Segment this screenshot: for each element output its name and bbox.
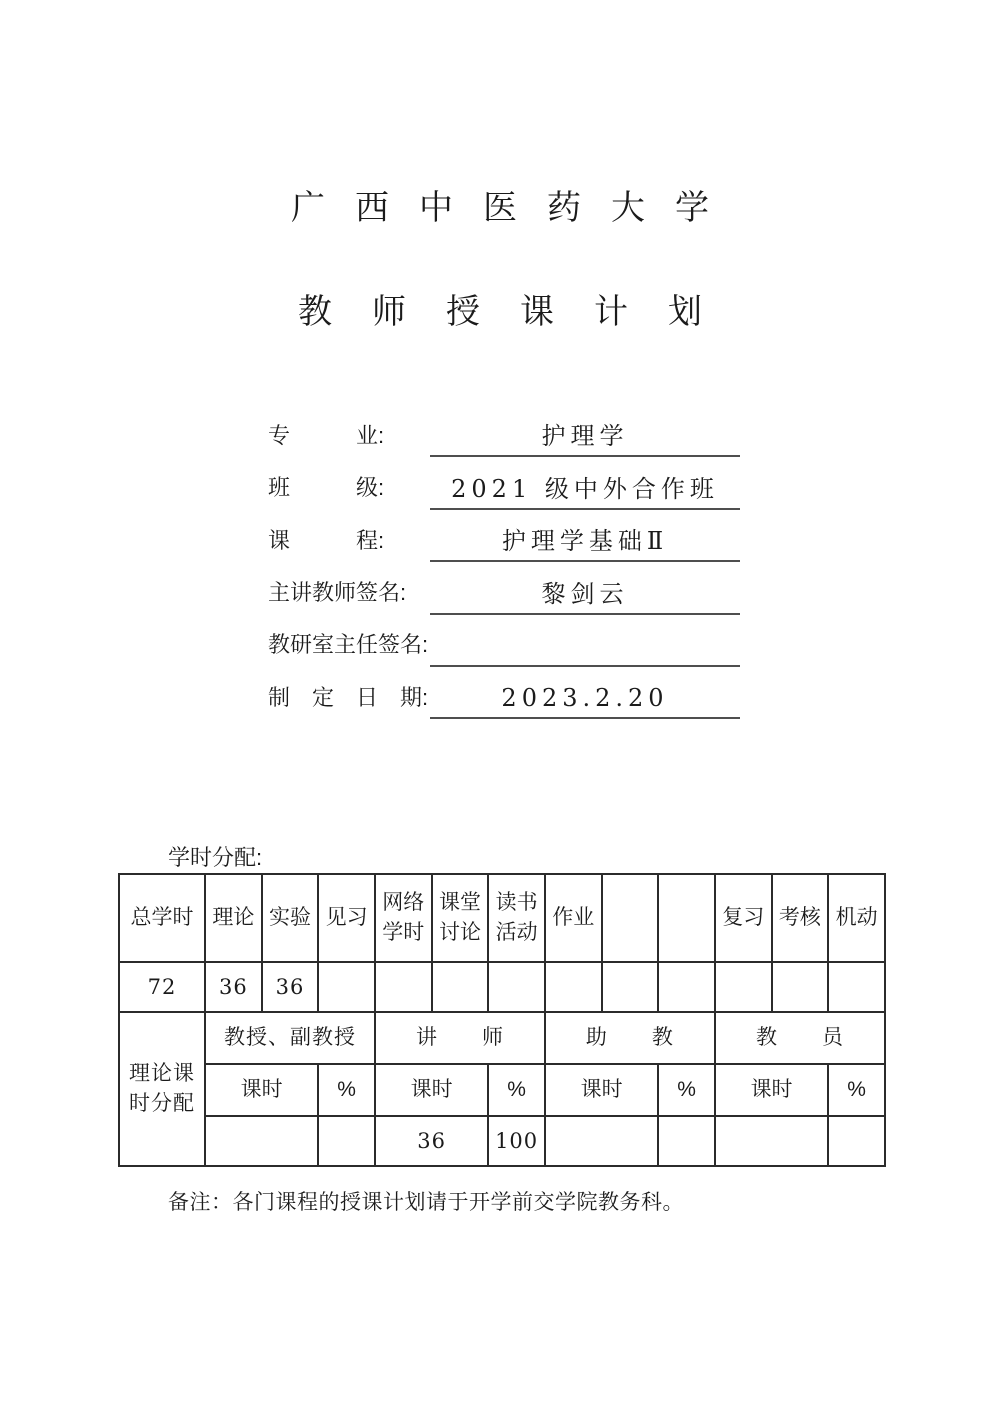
- plan-title: 教师授课计划: [298, 292, 742, 332]
- instructor-percent-label: %: [828, 1064, 885, 1116]
- header-assessment: 考核: [772, 874, 829, 962]
- director-signature-value: [430, 621, 740, 667]
- course-value: 护理学基础Ⅱ: [430, 516, 740, 562]
- instructor-percent-value: [828, 1116, 885, 1166]
- homework-hours-value: [545, 962, 602, 1012]
- hours-allocation-table: [118, 873, 886, 1167]
- header-flexible: 机动: [828, 874, 885, 962]
- lecturer-percent-value: 100: [488, 1116, 545, 1166]
- lecturer-percent-label: %: [488, 1064, 545, 1116]
- rank-professor: 教授、副教授: [205, 1012, 375, 1064]
- assistant-percent-label: %: [658, 1064, 715, 1116]
- rank-header-row: [119, 1012, 885, 1064]
- professor-hours-label: 课时: [205, 1064, 318, 1116]
- professor-hours-value: [205, 1116, 318, 1166]
- review-hours-value: [715, 962, 772, 1012]
- flexible-hours-value: [828, 962, 885, 1012]
- major-label: 专 业:: [268, 422, 385, 448]
- theory-hours-value: 36: [205, 962, 262, 1012]
- course-label: 课 程:: [268, 527, 385, 553]
- header-empty-1: [602, 874, 659, 962]
- instructor-hours-label: 课时: [715, 1064, 828, 1116]
- lecturer-hours-label: 课时: [375, 1064, 488, 1116]
- field-date: [268, 667, 740, 719]
- rank-assistant: 助 教: [545, 1012, 715, 1064]
- header-review: 复习: [715, 874, 772, 962]
- discussion-hours-value: [432, 962, 489, 1012]
- field-teacher-signature: [268, 562, 740, 614]
- instructor-hours-value: [715, 1116, 828, 1166]
- experiment-hours-value: 36: [262, 962, 319, 1012]
- field-major: [268, 405, 740, 457]
- hours-table-caption: 学时分配:: [168, 845, 263, 870]
- header-theory: 理论: [205, 874, 262, 962]
- date-label: 制 定 日 期:: [268, 684, 429, 710]
- rank-instructor: 教 员: [715, 1012, 885, 1064]
- teacher-signature-value: 黎剑云: [430, 569, 740, 615]
- header-experiment: 实验: [262, 874, 319, 962]
- hours-values-row: [119, 962, 885, 1012]
- header-row: [119, 874, 885, 962]
- empty-hours-value-1: [602, 962, 659, 1012]
- total-hours-value: 72: [119, 962, 205, 1012]
- plan-info-form: [268, 405, 740, 719]
- header-reading-activity: 读书活动: [488, 874, 545, 962]
- university-title: 广西中医药大学: [291, 188, 739, 228]
- header-empty-2: [658, 874, 715, 962]
- header-total-hours: 总学时: [119, 874, 205, 962]
- class-value: 2021 级中外合作班: [430, 464, 740, 510]
- field-course: [268, 510, 740, 562]
- rank-lecturer: 讲 师: [375, 1012, 545, 1064]
- empty-hours-value-2: [658, 962, 715, 1012]
- date-value: 2023.2.20: [430, 673, 740, 719]
- header-internship: 见习: [318, 874, 375, 962]
- assistant-percent-value: [658, 1116, 715, 1166]
- rank-values-row: [119, 1116, 885, 1166]
- theory-allocation-label: 理论课时分配: [119, 1012, 205, 1166]
- footer-note: 备注：各门课程的授课计划请于开学前交学院教务科。: [168, 1191, 684, 1214]
- assistant-hours-value: [545, 1116, 658, 1166]
- director-signature-label: 教研室主任签名:: [268, 632, 429, 658]
- field-director-signature: [268, 615, 740, 667]
- teacher-signature-label: 主讲教师签名:: [268, 579, 407, 605]
- assessment-hours-value: [772, 962, 829, 1012]
- header-class-discussion: 课堂讨论: [432, 874, 489, 962]
- online-hours-value: [375, 962, 432, 1012]
- assistant-hours-label: 课时: [545, 1064, 658, 1116]
- professor-percent-value: [318, 1116, 375, 1166]
- header-homework: 作业: [545, 874, 602, 962]
- internship-hours-value: [318, 962, 375, 1012]
- class-label: 班 级:: [268, 475, 385, 501]
- lecturer-hours-value: 36: [375, 1116, 488, 1166]
- reading-hours-value: [488, 962, 545, 1012]
- header-online-hours: 网络学时: [375, 874, 432, 962]
- major-value: 护理学: [430, 411, 740, 457]
- professor-percent-label: %: [318, 1064, 375, 1116]
- rank-subheader-row: [119, 1064, 885, 1116]
- field-class: [268, 457, 740, 509]
